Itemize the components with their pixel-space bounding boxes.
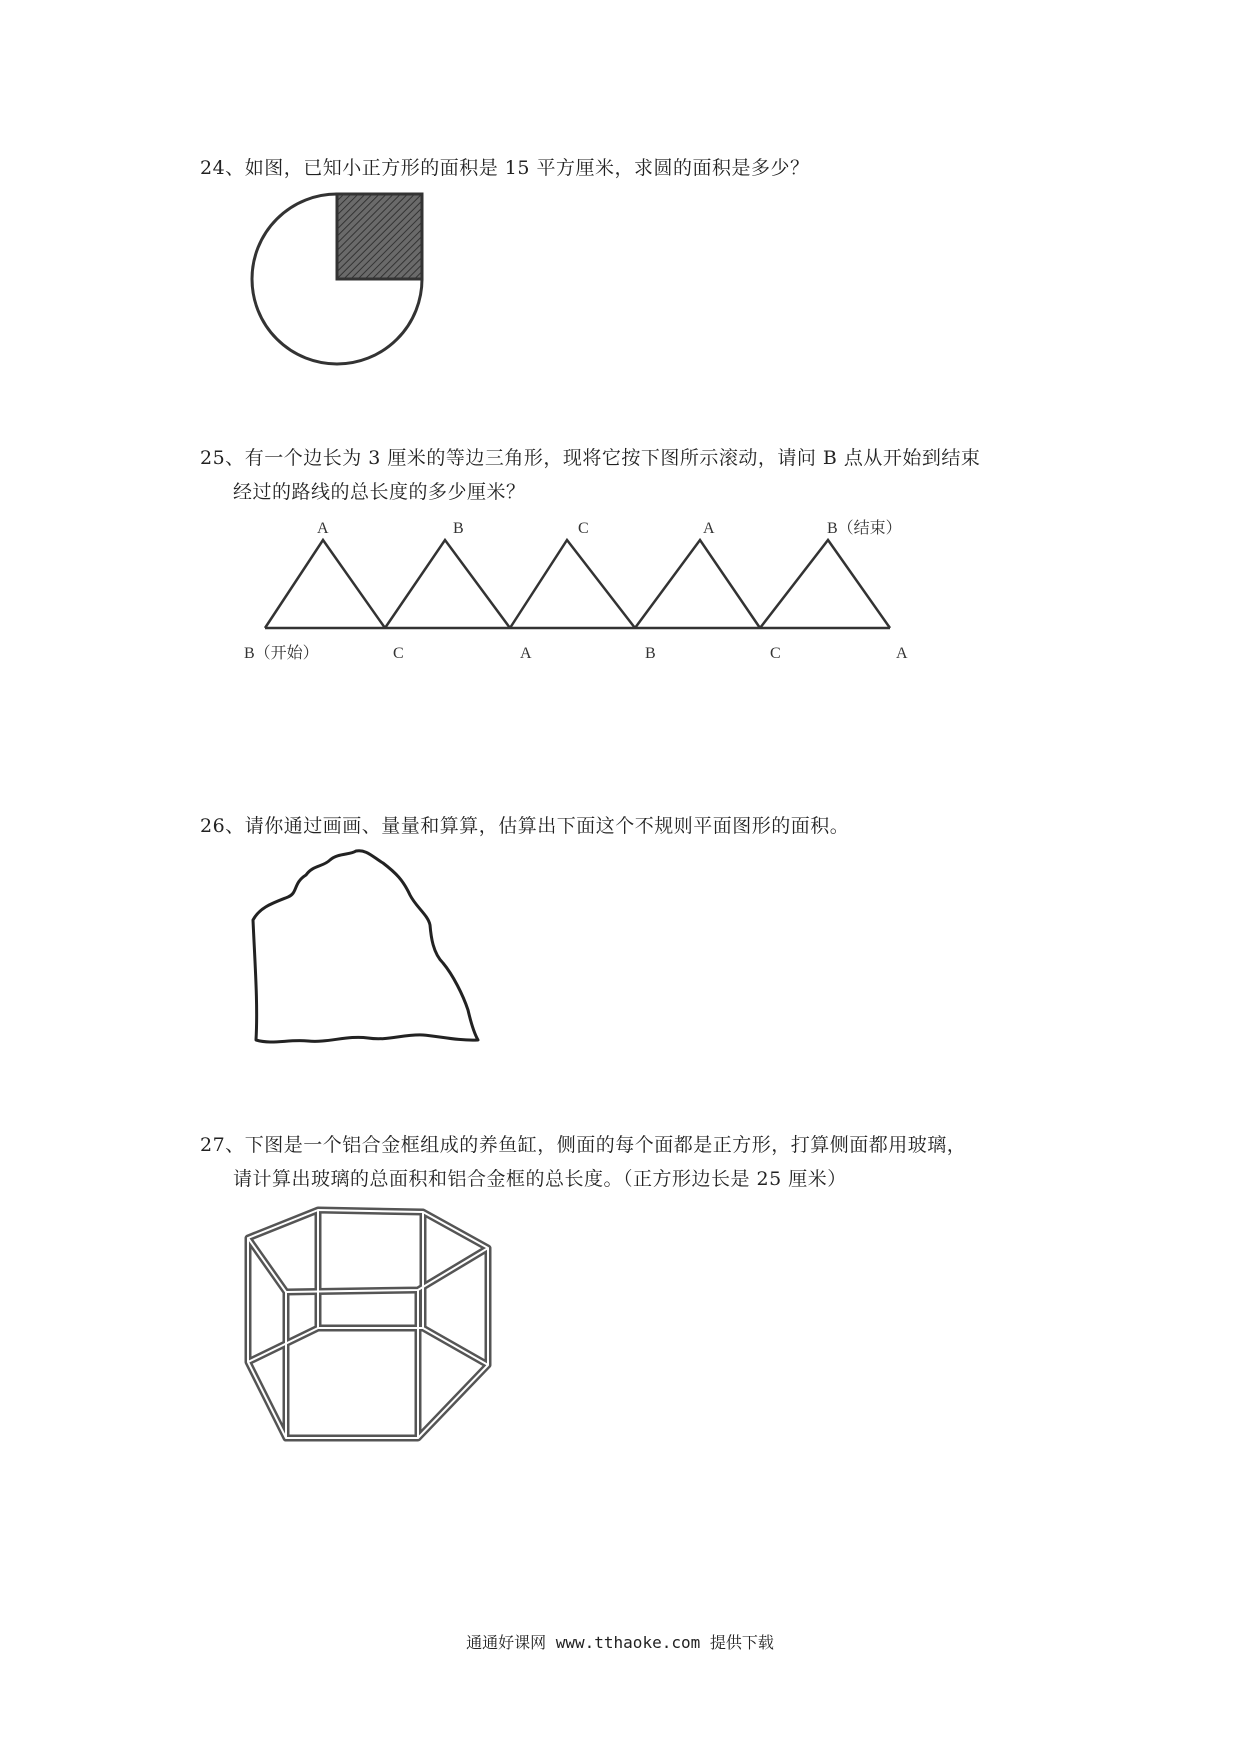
- question-24: [200, 154, 809, 182]
- bottom-label-2: C: [393, 645, 404, 662]
- question-24-text: 如图，已知小正方形的面积是 15 平方厘米，求圆的面积是多少？: [244, 157, 810, 179]
- question-27-text-line-1: 下图是一个铝合金框组成的养鱼缸，侧面的每个面都是正方形，打算侧面都用玻璃，: [244, 1134, 967, 1156]
- page-footer: 通通好课网 www.tthaoke.com 提供下载: [466, 1633, 774, 1652]
- top-label-1: A: [317, 520, 329, 537]
- top-label-4: A: [703, 520, 715, 537]
- bottom-label-1: B（开始）: [244, 645, 319, 662]
- question-27: [200, 1131, 966, 1159]
- question-27-line-2: [233, 1165, 847, 1193]
- question-26-text: 请你通过画画、量量和算算，估算出下面这个不规则平面图形的面积。: [244, 815, 850, 837]
- question-26: [200, 812, 849, 840]
- question-27-text-line-2: 请计算出玻璃的总面积和铝合金框的总长度。（正方形边长是 25 厘米）: [233, 1168, 847, 1190]
- question-25-text-line-2: 经过的路线的总长度的多少厘米？: [233, 481, 526, 503]
- question-25-number: 25、: [200, 447, 245, 469]
- question-24-number: 24、: [200, 157, 245, 179]
- top-hexagon-frame: [248, 1210, 488, 1292]
- fish-tank-frame-figure: [238, 1200, 558, 1460]
- bottom-label-6: A: [896, 645, 908, 662]
- triangle-5: [760, 540, 890, 628]
- triangle-1: [265, 540, 385, 628]
- question-25-text-line-1: 有一个边长为 3 厘米的等边三角形，现将它按下图所示滚动，请问 B 点从开始到结束: [244, 447, 981, 469]
- triangle-4: [635, 540, 760, 628]
- shaded-small-square: [337, 194, 422, 279]
- irregular-shape: [253, 851, 478, 1042]
- top-label-3: C: [578, 520, 589, 537]
- triangle-2: [385, 540, 510, 628]
- circle-square-figure: [225, 185, 455, 375]
- rolling-triangle-figure: [230, 510, 930, 670]
- triangle-3: [510, 540, 635, 628]
- irregular-shape-figure: [238, 845, 518, 1055]
- question-26-number: 26、: [200, 815, 245, 837]
- question-25: [200, 444, 980, 472]
- bottom-label-5: C: [770, 645, 781, 662]
- bottom-label-3: A: [520, 645, 532, 662]
- top-label-2: B: [453, 520, 464, 537]
- question-27-number: 27、: [200, 1134, 245, 1156]
- question-25-line-2: [233, 478, 526, 506]
- top-label-5: B（结束）: [827, 520, 902, 537]
- bottom-label-4: B: [645, 645, 656, 662]
